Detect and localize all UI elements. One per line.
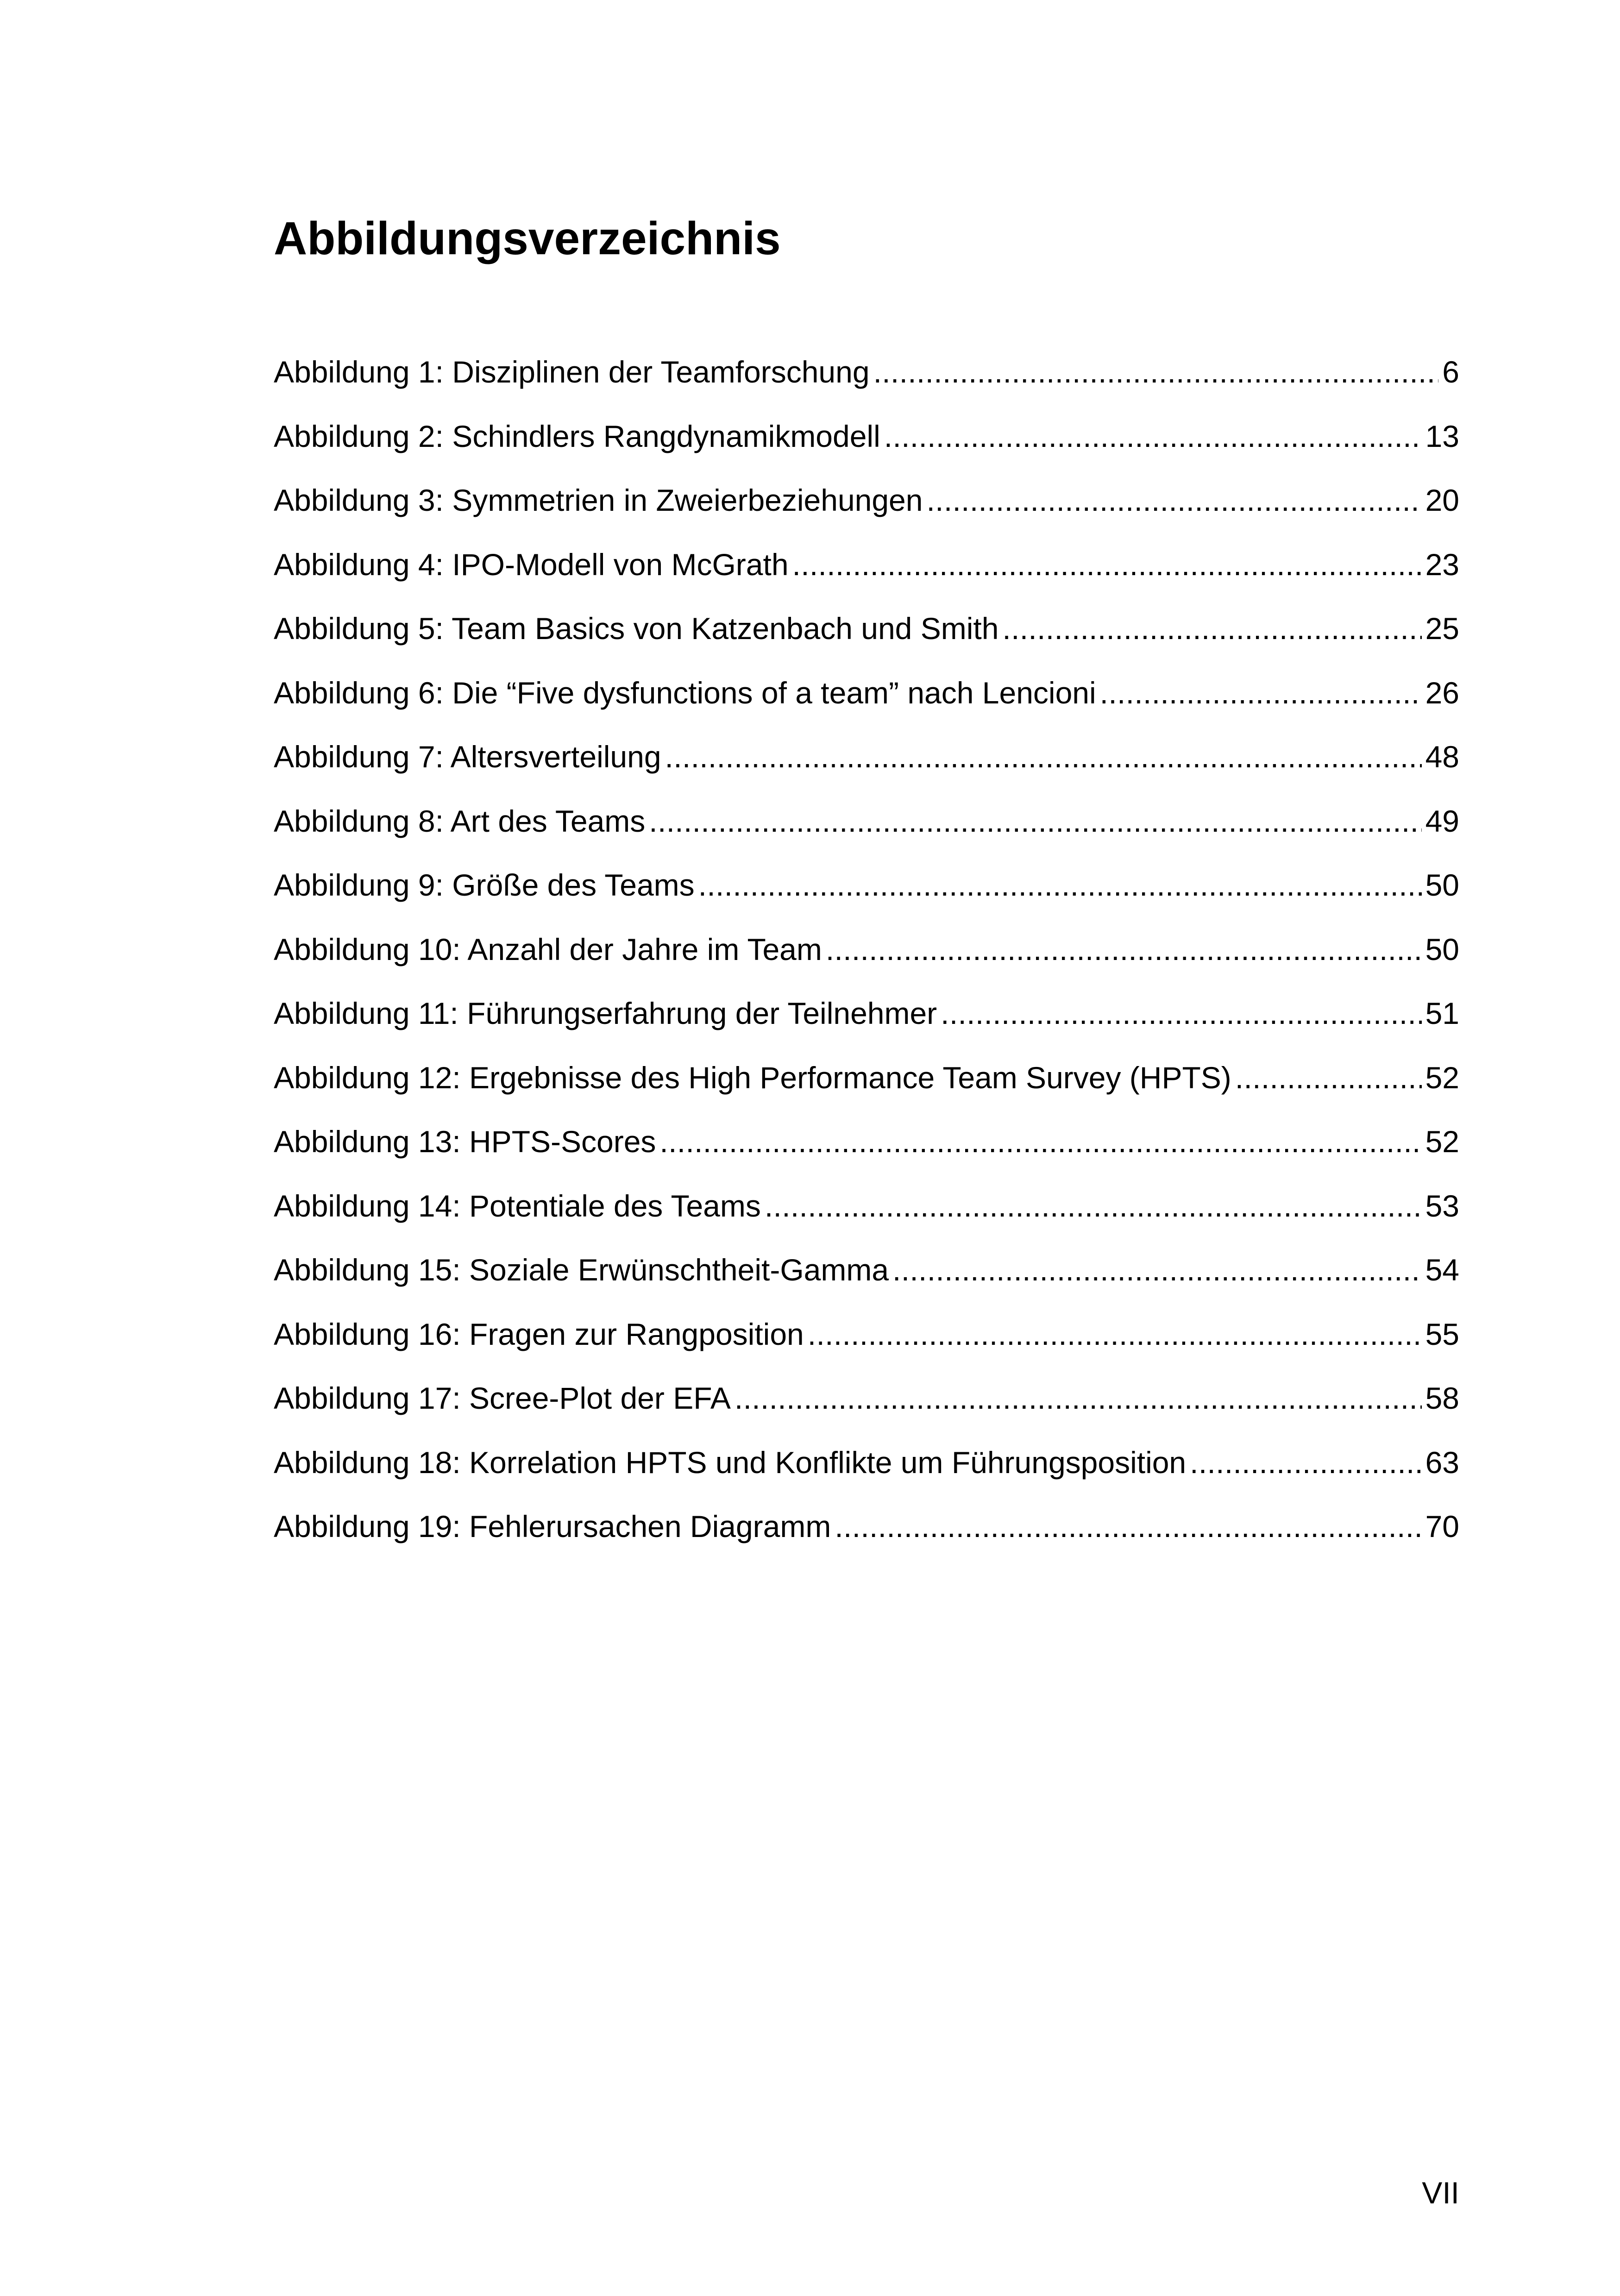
figure-list-item[interactable] — [274, 608, 1459, 672]
dot-leader — [884, 415, 1422, 457]
figure-entry-label: Abbildung 1: Disziplinen der Teamforschung — [274, 355, 870, 389]
figure-entry-page: 13 — [1425, 419, 1459, 453]
dot-leader — [649, 800, 1421, 842]
dot-leader — [873, 351, 1439, 393]
figure-entry-page: 52 — [1425, 1124, 1459, 1159]
figure-list-item[interactable] — [274, 544, 1459, 608]
figure-entry-label: Abbildung 10: Anzahl der Jahre im Team — [274, 932, 822, 966]
figure-entry-label: Abbildung 18: Korrelation HPTS und Konflikte um Führungsposition — [274, 1445, 1187, 1480]
dot-leader — [792, 544, 1422, 585]
dot-leader — [765, 1185, 1422, 1227]
figure-entry-page: 52 — [1425, 1060, 1459, 1095]
dot-leader — [1190, 1442, 1421, 1483]
figure-entry-label: Abbildung 19: Fehlerursachen Diagramm — [274, 1509, 831, 1543]
figure-entry-page: 6 — [1442, 355, 1459, 389]
figure-entry-page: 58 — [1425, 1381, 1459, 1415]
figure-entry-label: Abbildung 4: IPO-Modell von McGrath — [274, 547, 789, 582]
figure-list-item[interactable] — [274, 992, 1459, 1057]
figure-list-item[interactable] — [274, 1121, 1459, 1185]
figure-list-item[interactable] — [274, 1249, 1459, 1313]
page-number: VII — [1422, 2176, 1459, 2210]
figure-entry-label: Abbildung 2: Schindlers Rangdynamikmodell — [274, 419, 880, 453]
figure-list-item[interactable] — [274, 800, 1459, 865]
figure-entry-page: 50 — [1425, 932, 1459, 966]
figure-entry-page: 23 — [1425, 547, 1459, 582]
dot-leader — [1100, 672, 1422, 714]
figure-list-item[interactable] — [274, 1313, 1459, 1378]
figure-entry-label: Abbildung 17: Scree-Plot der EFA — [274, 1381, 731, 1415]
figure-entry-page: 26 — [1425, 675, 1459, 710]
figure-entry-label: Abbildung 8: Art des Teams — [274, 803, 646, 838]
figure-entry-label: Abbildung 11: Führungserfahrung der Teilnehmer — [274, 996, 937, 1030]
dot-leader — [941, 992, 1421, 1034]
figure-entry-label: Abbildung 6: Die “Five dysfunctions of a team” nach Lencioni — [274, 675, 1096, 710]
figure-list-item[interactable] — [274, 1057, 1459, 1121]
figure-list-item[interactable] — [274, 479, 1459, 544]
figure-entry-page: 63 — [1425, 1445, 1459, 1480]
dot-leader — [1235, 1057, 1422, 1098]
figure-list-item[interactable] — [274, 1185, 1459, 1249]
figure-entry-page: 51 — [1425, 996, 1459, 1030]
dot-leader — [1002, 608, 1421, 649]
dot-leader — [665, 736, 1422, 778]
figure-list-item[interactable] — [274, 415, 1459, 480]
figure-entry-label: Abbildung 13: HPTS-Scores — [274, 1124, 656, 1159]
dot-leader — [808, 1313, 1422, 1355]
figure-entry-page: 53 — [1425, 1188, 1459, 1223]
figure-entry-page: 50 — [1425, 868, 1459, 902]
figure-entry-page: 48 — [1425, 740, 1459, 774]
figure-entry-label: Abbildung 14: Potentiale des Teams — [274, 1188, 761, 1223]
dot-leader — [835, 1506, 1421, 1547]
dot-leader — [659, 1121, 1421, 1162]
figure-entry-page: 70 — [1425, 1509, 1459, 1543]
dot-leader — [698, 864, 1422, 906]
dot-leader — [892, 1249, 1422, 1291]
figure-list-item[interactable] — [274, 864, 1459, 928]
figure-entry-page: 55 — [1425, 1317, 1459, 1351]
figure-entry-label: Abbildung 3: Symmetrien in Zweierbeziehungen — [274, 483, 923, 517]
figure-list-item[interactable] — [274, 351, 1459, 415]
figure-entry-page: 54 — [1425, 1253, 1459, 1287]
figure-list-item[interactable] — [274, 1377, 1459, 1442]
figure-list-item[interactable] — [274, 928, 1459, 993]
figure-entry-label: Abbildung 5: Team Basics von Katzenbach und Smith — [274, 611, 999, 646]
figure-entry-page: 49 — [1425, 803, 1459, 838]
figure-entry-label: Abbildung 15: Soziale Erwünschtheit-Gamma — [274, 1253, 889, 1287]
figure-entry-label: Abbildung 9: Größe des Teams — [274, 868, 695, 902]
figure-list-item[interactable] — [274, 1442, 1459, 1506]
figure-entry-label: Abbildung 16: Fragen zur Rangposition — [274, 1317, 804, 1351]
dot-leader — [735, 1377, 1422, 1419]
figure-list-item[interactable] — [274, 672, 1459, 736]
figure-entry-page: 20 — [1425, 483, 1459, 517]
page-title: Abbildungsverzeichnis — [274, 213, 781, 264]
dot-leader — [826, 928, 1422, 970]
dot-leader — [926, 479, 1421, 521]
figure-list — [274, 351, 1459, 1570]
figure-list-item[interactable] — [274, 1506, 1459, 1570]
figure-entry-label: Abbildung 7: Altersverteilung — [274, 740, 661, 774]
figure-entry-label: Abbildung 12: Ergebnisse des High Performance Team Survey (HPTS) — [274, 1060, 1231, 1095]
figure-list-item[interactable] — [274, 736, 1459, 800]
figure-entry-page: 25 — [1425, 611, 1459, 646]
